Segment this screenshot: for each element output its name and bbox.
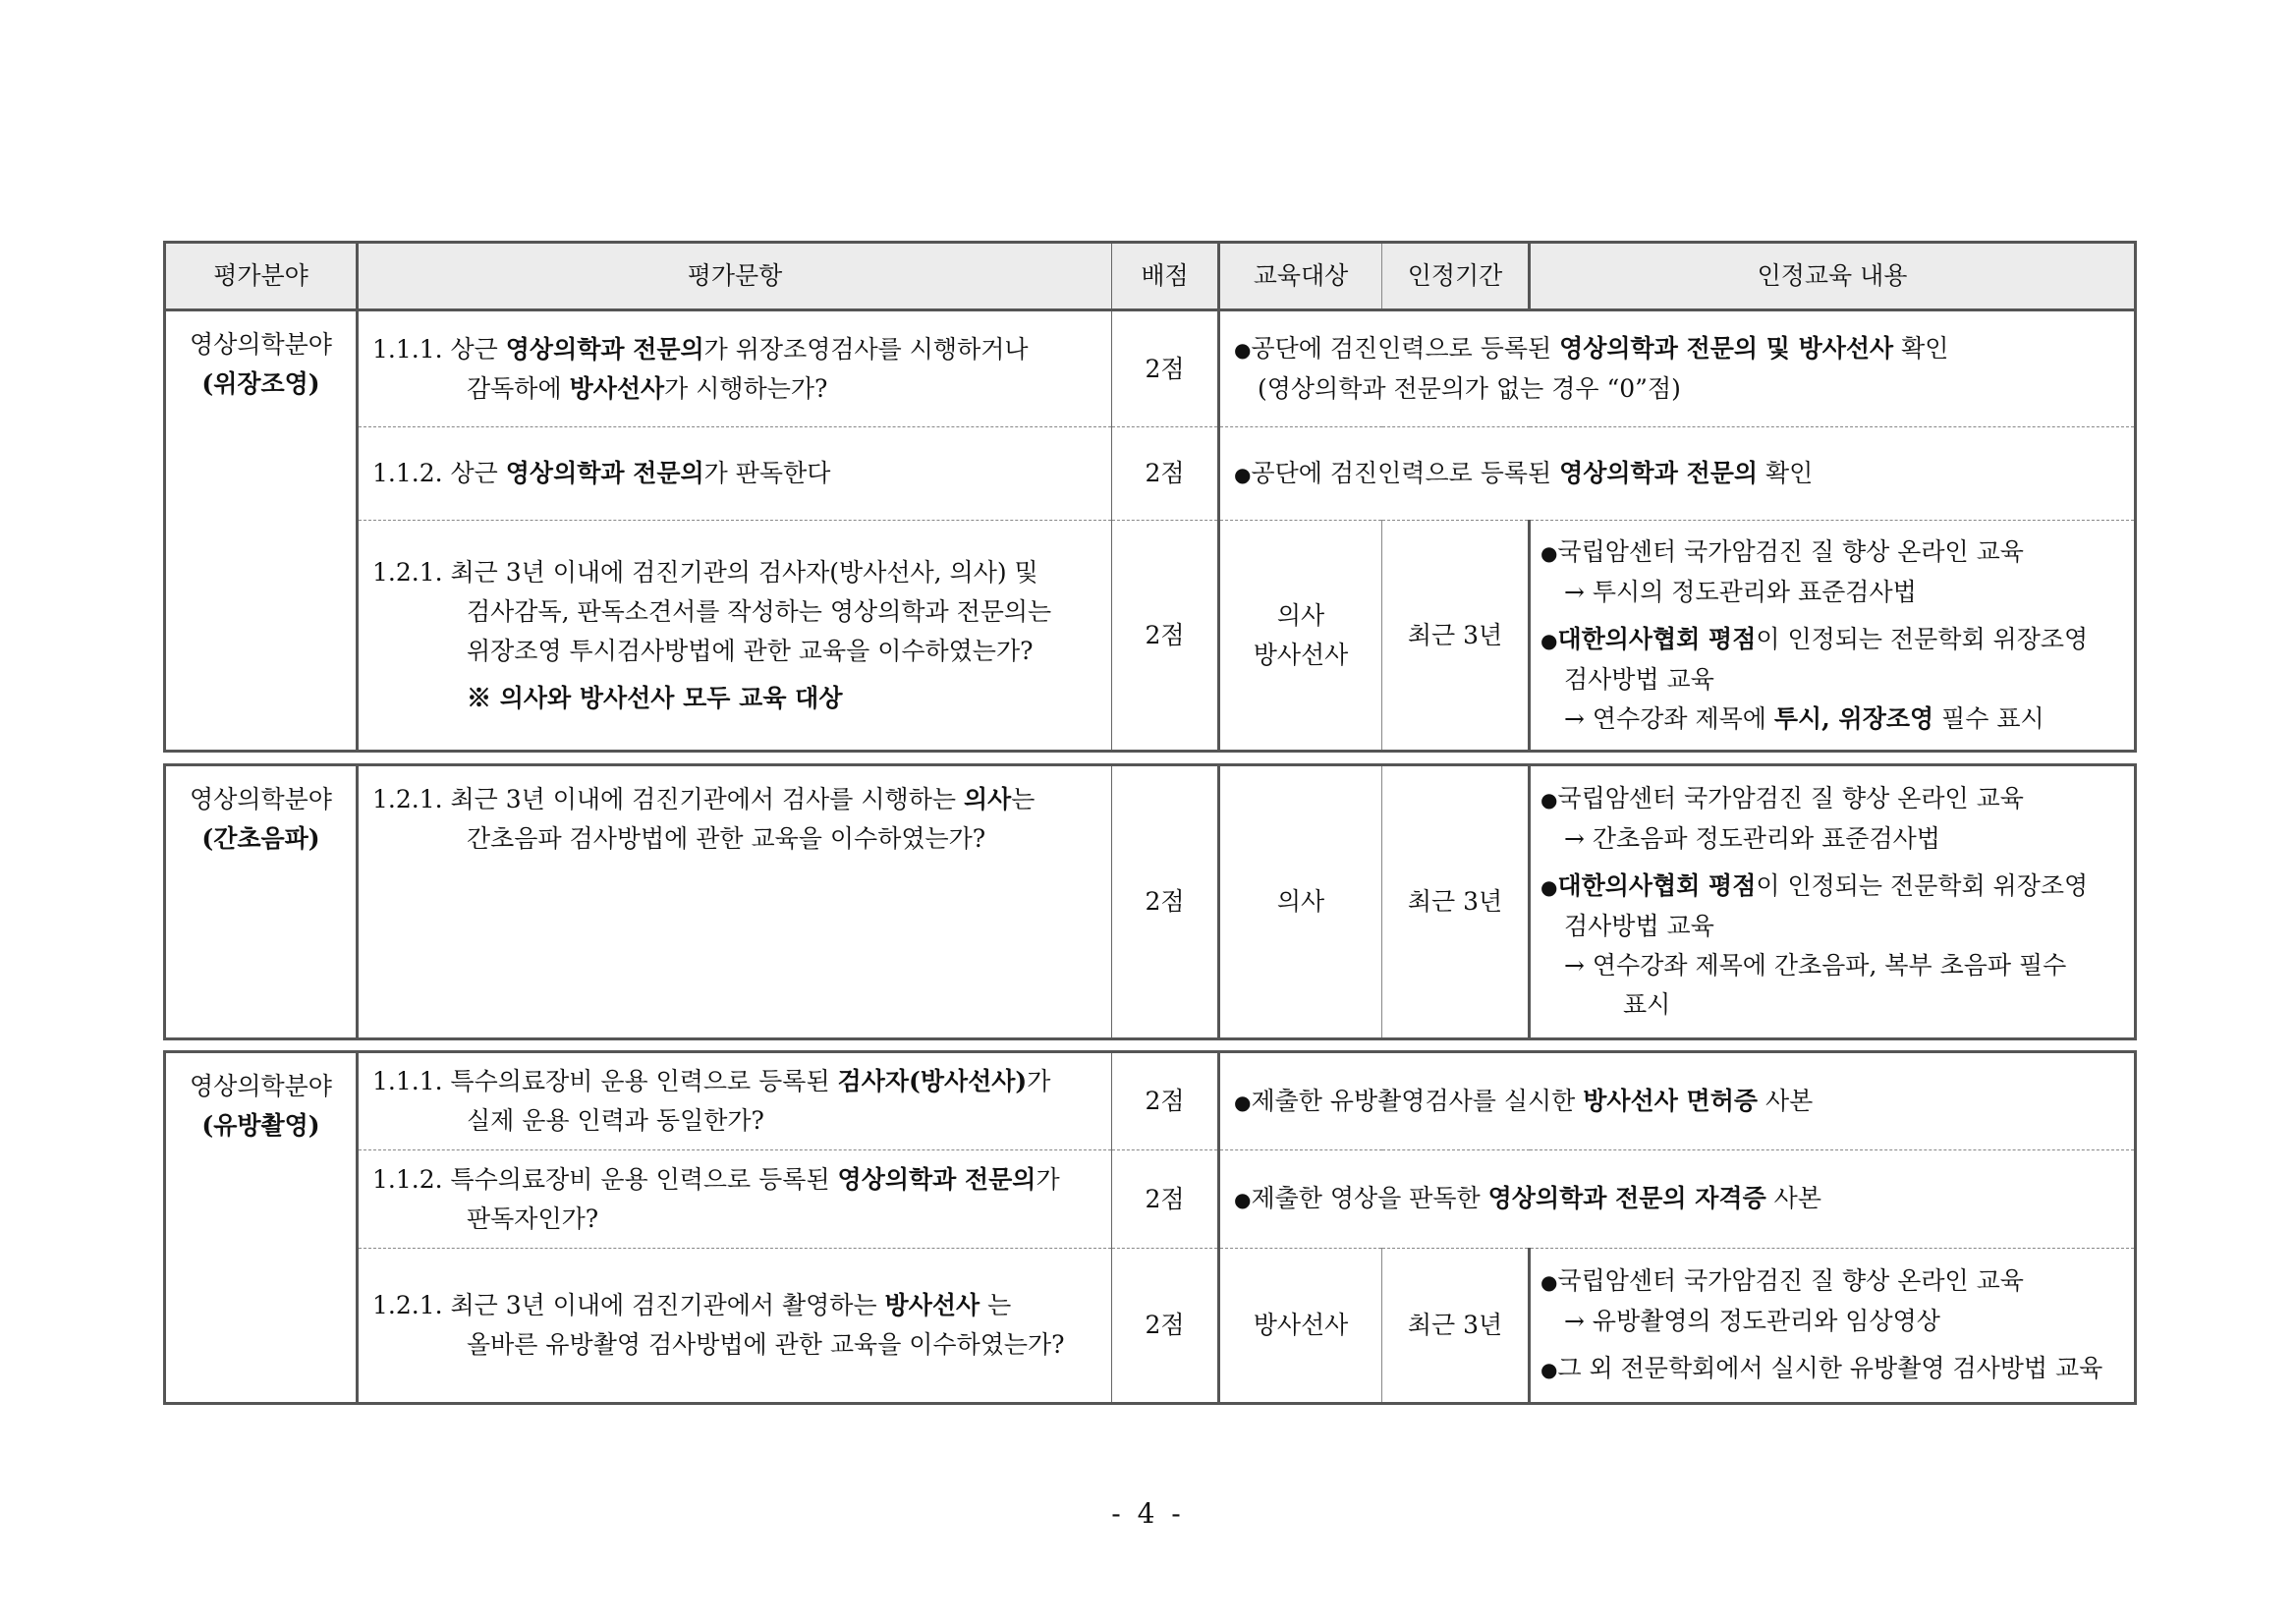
score-cell: 2점 (1112, 310, 1219, 427)
bullet-icon: ● (1234, 1090, 1252, 1114)
education-cell (1530, 1249, 2136, 1404)
score-cell: 2점 (1112, 1249, 1219, 1404)
question-text: 는 (1011, 785, 1036, 813)
question-text: 가 판독한다 (703, 459, 831, 487)
score-cell: 2점 (1112, 765, 1219, 1039)
education-text: 국립암센터 국가암검진 질 향상 온라인 교육 (1557, 536, 2024, 566)
content-text: 공단에 검진인력으로 등록된 (1251, 458, 1560, 487)
table-row (165, 1249, 2136, 1404)
education-emphasis: 대한의사협회 평점 (1557, 871, 1757, 900)
question-emphasis: 영상의학과 전문의 (837, 1164, 1036, 1194)
target-text: 의사 (1276, 600, 1325, 630)
content-cell (1219, 310, 2136, 427)
content-text: 사본 (1758, 1086, 1814, 1115)
bullet-icon: ● (1540, 628, 1558, 652)
area-subtitle: (간초음파) (201, 824, 320, 853)
target-text: 방사선사 (1253, 640, 1349, 669)
question-text: 올바른 유방촬영 검사방법에 관한 교육을 이수하였는가? (467, 1330, 1065, 1359)
education-detail: → 연수강좌 제목에 간초음파, 복부 초음파 필수 (1564, 951, 2067, 980)
content-cell (1219, 1052, 2136, 1150)
question-cell (358, 427, 1112, 521)
question-text: 1.1.1. 특수의료장비 운용 인력으로 등록된 (372, 1067, 838, 1095)
question-text: 가 위장조영검사를 시행하거나 (703, 334, 1029, 364)
education-detail: → 간초음파 정도관리와 표준검사법 (1564, 824, 1940, 853)
content-emphasis: 영상의학과 전문의 및 방사선사 (1559, 334, 1894, 363)
question-emphasis: 영상의학과 전문의 (505, 459, 704, 487)
content-text: 사본 (1765, 1184, 1821, 1212)
bullet-icon: ● (1540, 875, 1558, 899)
question-text: 간초음파 검사방법에 관한 교육을 이수하였는가? (467, 824, 986, 853)
target-cell (1219, 521, 1382, 752)
area-cell (165, 310, 358, 752)
question-emphasis: 검사자(방사선사) (837, 1067, 1028, 1095)
table-header-row (165, 243, 2136, 310)
question-emphasis: 영상의학과 전문의 (505, 334, 704, 364)
score-cell: 2점 (1112, 1052, 1219, 1150)
bullet-icon: ● (1234, 338, 1252, 362)
question-note: ※ 의사와 방사선사 모두 교육 대상 (467, 683, 843, 712)
education-emphasis: 대한의사협회 평점 (1557, 624, 1757, 653)
table-row (165, 1150, 2136, 1249)
question-number: 1.1.2. 상근 (372, 459, 506, 487)
content-text: 공단에 검진인력으로 등록된 (1251, 334, 1560, 363)
question-cell (358, 1052, 1112, 1150)
question-cell (358, 310, 1112, 427)
period-cell: 최근 3년 (1382, 1249, 1530, 1404)
header-period: 인정기간 (1382, 243, 1530, 310)
header-area: 평가분야 (165, 243, 358, 310)
education-text: 그 외 전문학회에서 실시한 유방촬영 검사방법 교육 (1557, 1354, 2103, 1382)
bullet-icon: ● (1540, 788, 1558, 812)
question-emphasis: 방사선사 (569, 373, 665, 403)
content-text: 확인 (1893, 334, 1949, 363)
question-text: 검사감독, 판독소견서를 작성하는 영상의학과 전문의는 (467, 596, 1052, 626)
evaluation-table-gastric (163, 241, 2137, 753)
question-number: 1.1.1. 상근 (372, 334, 506, 364)
table-row (165, 1052, 2136, 1150)
question-emphasis: 방사선사 (884, 1291, 980, 1319)
table-row (165, 427, 2136, 521)
question-text: 가 (1036, 1164, 1060, 1194)
content-note: (영상의학과 전문의가 없는 경우 “0”점) (1258, 374, 1681, 403)
period-cell: 최근 3년 (1382, 521, 1530, 752)
question-text: 1.2.1. 최근 3년 이내에 검진기관에서 촬영하는 (372, 1291, 885, 1319)
education-cell (1530, 765, 2136, 1039)
header-content: 인정교육 내용 (1530, 243, 2136, 310)
education-detail: → 연수강좌 제목에 (1564, 703, 1774, 733)
bullet-icon: ● (1540, 1270, 1558, 1294)
page-number: - 4 - (1111, 1497, 1185, 1530)
question-text: 1.2.1. 최근 3년 이내에 검진기관의 검사자(방사선사, 의사) 및 (372, 557, 1038, 587)
question-text: 가 시행하는가? (664, 373, 828, 403)
bullet-icon: ● (1234, 462, 1252, 486)
content-cell (1219, 1150, 2136, 1249)
table-row (165, 310, 2136, 427)
area-cell (165, 765, 358, 1039)
evaluation-table-liver (163, 763, 2137, 1040)
table-row (165, 765, 2136, 1039)
education-text: 국립암센터 국가암검진 질 향상 온라인 교육 (1557, 1266, 2024, 1295)
question-text: 실제 운용 인력과 동일한가? (467, 1106, 764, 1135)
education-text: 이 인정되는 전문학회 위장조영 (1756, 871, 2089, 900)
area-subtitle: (유방촬영) (201, 1111, 320, 1140)
education-text: 이 인정되는 전문학회 위장조영 (1756, 624, 2089, 653)
bullet-icon: ● (1540, 1358, 1558, 1381)
score-cell: 2점 (1112, 521, 1219, 752)
area-cell (165, 1052, 358, 1404)
target-cell: 방사선사 (1219, 1249, 1382, 1404)
content-text: 확인 (1758, 458, 1814, 487)
education-text: 검사방법 교육 (1564, 664, 1714, 694)
question-cell (358, 765, 1112, 1039)
education-detail: 필수 표시 (1933, 703, 2044, 733)
content-cell (1219, 427, 2136, 521)
question-cell (358, 1249, 1112, 1404)
question-text: 판독자인가? (467, 1204, 599, 1233)
evaluation-table-mammography (163, 1050, 2137, 1405)
content-emphasis: 방사선사 면허증 (1583, 1086, 1759, 1115)
education-text: 검사방법 교육 (1564, 912, 1714, 940)
bullet-icon: ● (1234, 1188, 1252, 1211)
question-text: 1.1.2. 특수의료장비 운용 인력으로 등록된 (372, 1164, 838, 1194)
score-cell: 2점 (1112, 1150, 1219, 1249)
question-text: 1.2.1. 최근 3년 이내에 검진기관에서 검사를 시행하는 (372, 785, 964, 813)
header-question: 평가문항 (358, 243, 1112, 310)
question-cell (358, 1150, 1112, 1249)
question-text: 위장조영 투시검사방법에 관한 교육을 이수하였는가? (467, 636, 1034, 665)
education-text: 국립암센터 국가암검진 질 향상 온라인 교육 (1557, 784, 2024, 812)
question-emphasis: 의사 (963, 785, 1012, 813)
area-name: 영상의학분야 (190, 330, 332, 359)
content-text: 제출한 영상을 판독한 (1251, 1184, 1488, 1212)
education-detail: → 투시의 정도관리와 표준검사법 (1564, 577, 1917, 606)
table-row (165, 521, 2136, 752)
question-cell (358, 521, 1112, 752)
content-emphasis: 영상의학과 전문의 (1559, 458, 1759, 487)
header-score: 배점 (1112, 243, 1219, 310)
score-cell: 2점 (1112, 427, 1219, 521)
header-target: 교육대상 (1219, 243, 1382, 310)
education-detail: → 유방촬영의 정도관리와 임상영상 (1564, 1307, 1940, 1335)
target-cell: 의사 (1219, 765, 1382, 1039)
question-text: 는 (980, 1291, 1012, 1319)
question-text: 감독하에 (467, 373, 570, 403)
bullet-icon: ● (1540, 540, 1558, 565)
education-emphasis: 투시, 위장조영 (1773, 703, 1934, 733)
period-cell: 최근 3년 (1382, 765, 1530, 1039)
area-name: 영상의학분야 (190, 1072, 332, 1100)
education-cell (1530, 521, 2136, 752)
question-text: 가 (1027, 1067, 1051, 1095)
education-detail: 표시 (1623, 990, 1671, 1019)
area-subtitle: (위장조영) (201, 369, 320, 398)
content-text: 제출한 유방촬영검사를 실시한 (1251, 1086, 1584, 1115)
content-emphasis: 영상의학과 전문의 자격증 (1487, 1184, 1766, 1212)
area-name: 영상의학분야 (190, 785, 332, 813)
